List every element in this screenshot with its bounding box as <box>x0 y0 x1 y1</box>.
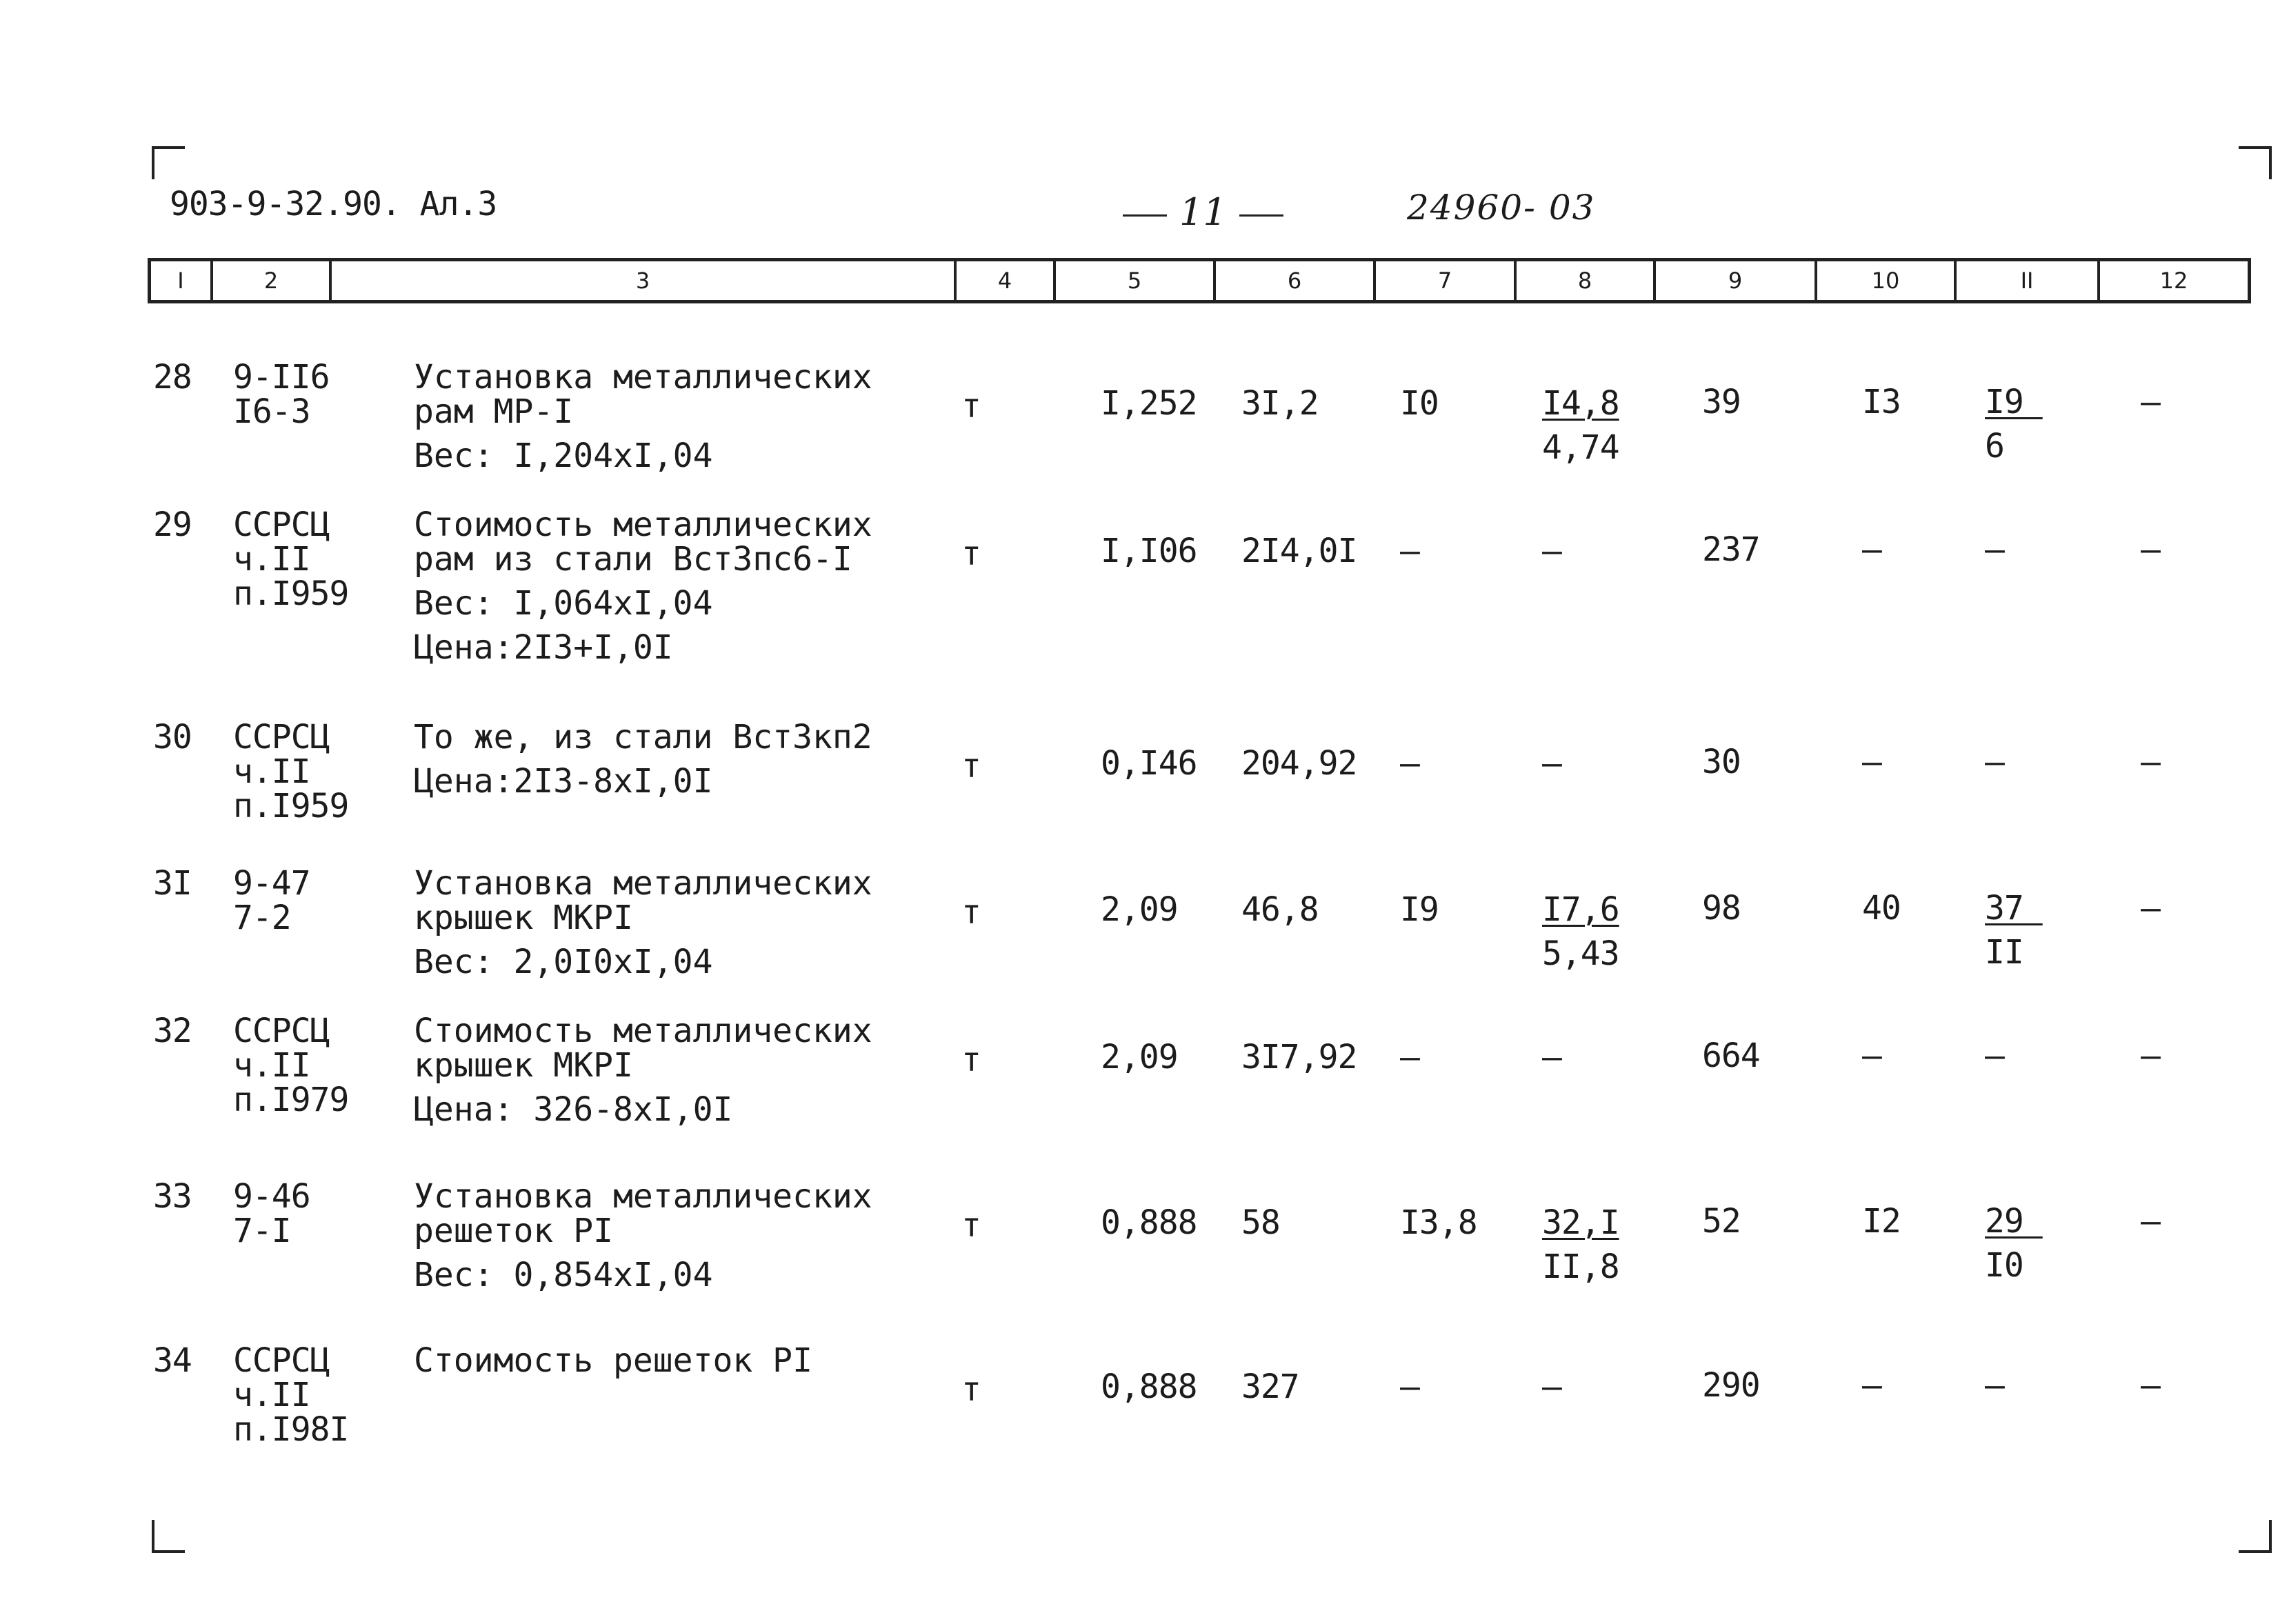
column-8-top: I4,8 <box>1542 384 1619 423</box>
unit-price <box>1241 1367 1299 1406</box>
column-8-value <box>1542 1205 1619 1284</box>
column-11-bottom: II <box>1985 933 2023 972</box>
unit-value: т <box>961 1370 981 1409</box>
column-8-value <box>1542 1040 1561 1074</box>
unit-price-value: 327 <box>1241 1367 1299 1406</box>
column-10-value <box>1862 745 1881 779</box>
column-7-text: I3,8 <box>1400 1203 1477 1242</box>
column-7-text: – <box>1400 744 1419 783</box>
page-number <box>1110 190 1296 234</box>
column-8-value <box>1542 386 1619 465</box>
norm-code-line: п.I959 <box>233 574 349 613</box>
row-number <box>153 505 192 544</box>
column-header-4: 4 <box>957 261 1056 300</box>
column-7-value <box>1400 1367 1419 1406</box>
norm-code-line: 9-46 <box>233 1177 310 1216</box>
column-11-top: – <box>1985 743 2004 781</box>
unit-value: т <box>961 534 981 573</box>
column-11-top: 37 <box>1985 889 2043 928</box>
column-11-value <box>1985 1368 2004 1403</box>
work-description-line: Стоимость решеток РI <box>414 1341 812 1380</box>
page-number-dash-left <box>1123 214 1167 217</box>
quantity-value: I,252 <box>1101 384 1197 423</box>
column-header-5: 5 <box>1056 261 1216 300</box>
column-12-value <box>2141 532 2160 567</box>
column-9-value <box>1702 1368 1760 1403</box>
column-8-top: – <box>1542 1367 1561 1406</box>
column-12-value <box>2141 889 2160 928</box>
column-12-value <box>2141 1036 2160 1075</box>
quantity <box>1101 534 1197 568</box>
work-description-line: Стоимость металлических <box>414 1012 872 1050</box>
work-description <box>414 720 872 799</box>
column-10-value <box>1862 532 1881 567</box>
column-9-value <box>1702 745 1741 779</box>
column-12-text: – <box>2141 530 2160 569</box>
column-10-text: I2 <box>1862 1202 1901 1241</box>
work-description-line: Установка металлических <box>414 358 872 397</box>
work-description-note: Вес: 0,854xI,04 <box>414 1256 713 1294</box>
column-7-text: I0 <box>1400 384 1439 423</box>
column-7-text: – <box>1400 1367 1419 1406</box>
column-10-text: – <box>1862 1366 1881 1405</box>
unit <box>961 895 981 930</box>
document-number: 24960- 03 <box>1407 188 1596 228</box>
row-number-value: 34 <box>153 1341 192 1380</box>
column-8-top: – <box>1542 532 1561 570</box>
column-11-value <box>1985 891 2043 970</box>
norm-code <box>233 1343 348 1447</box>
column-11-value <box>1985 1036 2004 1075</box>
column-11-top: – <box>1985 530 2004 569</box>
work-description-line: крышек МКРI <box>414 899 633 937</box>
row-number-value: 33 <box>153 1177 192 1216</box>
unit <box>961 534 981 573</box>
unit-price-value: 58 <box>1241 1203 1280 1242</box>
work-description-note: Цена: 326-8xI,0I <box>414 1090 733 1129</box>
column-9-text: 98 <box>1702 889 1741 928</box>
work-description <box>414 505 872 667</box>
column-9-text: 30 <box>1702 743 1741 781</box>
column-11-bottom: I0 <box>1985 1246 2023 1285</box>
column-9-text: 39 <box>1702 383 1741 421</box>
column-11-value <box>1985 532 2004 567</box>
norm-code-line: п.I979 <box>233 1081 349 1119</box>
column-9-text: 290 <box>1702 1366 1760 1405</box>
column-11-value <box>1985 385 2043 463</box>
column-header-12: 12 <box>2159 268 2188 294</box>
work-description-line: Установка металлических <box>414 864 872 903</box>
column-12-value <box>2141 745 2160 779</box>
unit-price-value: 3I7,92 <box>1241 1038 1357 1076</box>
column-8-value <box>1542 1367 1561 1406</box>
unit-price <box>1241 1040 1357 1074</box>
work-description-note: Цена:2I3+I,0I <box>414 628 673 667</box>
unit-price <box>1241 386 1319 421</box>
unit-value: т <box>961 747 981 785</box>
column-header-8: 8 <box>1517 261 1656 300</box>
column-9-value <box>1702 1204 1741 1239</box>
norm-code-line: 9-47 <box>233 864 310 903</box>
column-10-value <box>1862 1036 1881 1075</box>
column-12-value <box>2141 1204 2160 1239</box>
norm-code-line: ч.II <box>233 1376 310 1414</box>
norm-code-line: ССРСЦ <box>233 505 330 544</box>
norm-code-line: ССРСЦ <box>233 1341 330 1380</box>
column-12-text: – <box>2141 1202 2160 1241</box>
row-number-value: 29 <box>153 505 192 544</box>
column-11-top: I9 <box>1985 383 2043 421</box>
column-9-text: 52 <box>1702 1202 1741 1241</box>
row-number <box>153 866 192 901</box>
column-header-11: II <box>1957 261 2100 300</box>
unit <box>961 1372 981 1407</box>
norm-code-line: ССРСЦ <box>233 718 330 756</box>
column-11-bottom: 6 <box>1985 427 2004 465</box>
column-header-1: I <box>151 261 213 300</box>
quantity <box>1101 892 1178 927</box>
work-description-note: Вес: I,204xI,04 <box>414 437 713 475</box>
column-12-text: – <box>2141 383 2160 421</box>
crop-mark-bottom-right <box>2239 1520 2272 1553</box>
norm-code-line: ч.II <box>233 540 310 579</box>
column-10-text: – <box>1862 530 1881 569</box>
crop-mark-top-right <box>2239 146 2272 179</box>
unit-value: т <box>961 893 981 932</box>
column-header-6: 6 <box>1216 261 1376 300</box>
unit-price <box>1241 1205 1280 1240</box>
row-number <box>153 1343 192 1378</box>
column-header-9: 9 <box>1656 261 1817 300</box>
column-11-top: 29 <box>1985 1202 2043 1241</box>
work-description-line: Стоимость металлических <box>414 505 872 544</box>
column-10-value <box>1862 385 1901 419</box>
row-number-value: 3I <box>153 864 192 903</box>
crop-mark-top-left <box>152 146 185 179</box>
row-number-value: 32 <box>153 1012 192 1050</box>
quantity <box>1101 1205 1197 1240</box>
column-8-value <box>1542 892 1619 971</box>
work-description-note: Вес: I,064xI,04 <box>414 584 713 623</box>
column-7-text: – <box>1400 532 1419 570</box>
unit-price <box>1241 534 1357 568</box>
column-7-value <box>1400 892 1439 927</box>
column-9-text: 664 <box>1702 1036 1760 1075</box>
unit-price <box>1241 892 1319 927</box>
column-7-text: I9 <box>1400 890 1439 929</box>
quantity-value: 0,I46 <box>1101 744 1197 783</box>
norm-code <box>233 1014 348 1117</box>
column-8-top: – <box>1542 1038 1561 1076</box>
unit-value: т <box>961 387 981 425</box>
work-description-line: решеток РI <box>414 1212 613 1250</box>
norm-code-line: ч.II <box>233 1046 310 1085</box>
column-8-top: 32,I <box>1542 1203 1619 1242</box>
norm-code-line: 9-II6 <box>233 358 330 397</box>
quantity <box>1101 1040 1178 1074</box>
unit-price-value: 204,92 <box>1241 744 1357 783</box>
column-10-text: I3 <box>1862 383 1901 421</box>
unit-price-value: 46,8 <box>1241 890 1319 929</box>
column-7-value <box>1400 534 1419 568</box>
column-header-3: 3 <box>332 261 957 300</box>
column-8-top: – <box>1542 744 1561 783</box>
work-description-line: рам МР-I <box>414 392 574 431</box>
column-8-top: I7,6 <box>1542 890 1619 929</box>
column-8-value <box>1542 534 1561 568</box>
column-10-value <box>1862 1204 1901 1239</box>
quantity <box>1101 386 1197 421</box>
column-header-2: 2 <box>213 261 332 300</box>
quantity-value: 0,888 <box>1101 1203 1197 1242</box>
work-description-line: рам из стали ВстЗпс6-I <box>414 540 852 579</box>
row-number-value: 28 <box>153 358 192 397</box>
column-12-text: – <box>2141 1366 2160 1405</box>
unit-price <box>1241 746 1357 781</box>
column-12-text: – <box>2141 1036 2160 1075</box>
unit <box>961 389 981 423</box>
unit <box>961 749 981 783</box>
norm-code-line: ССРСЦ <box>233 1012 330 1050</box>
column-10-value <box>1862 889 1901 928</box>
column-9-value <box>1702 385 1741 419</box>
column-11-value <box>1985 745 2004 779</box>
column-8-bottom: 4,74 <box>1542 428 1619 467</box>
page-number-dash-right <box>1239 214 1283 217</box>
column-7-value <box>1400 746 1419 781</box>
column-header-7: 7 <box>1376 261 1517 300</box>
work-description-line: крышек МКРI <box>414 1046 633 1085</box>
document-code: 903-9-32.90. Ал.3 <box>170 185 497 223</box>
column-8-value <box>1542 746 1561 781</box>
column-11-top: – <box>1985 1366 2004 1405</box>
column-header-row <box>148 258 2251 303</box>
quantity <box>1101 1367 1197 1406</box>
unit-price-value: 3I,2 <box>1241 384 1319 423</box>
column-9-value <box>1702 1036 1760 1075</box>
norm-code-line: п.I959 <box>233 787 349 825</box>
work-description-line: Установка металлических <box>414 1177 872 1216</box>
norm-code-line: ч.II <box>233 752 310 791</box>
norm-code <box>233 360 330 429</box>
row-number <box>153 720 192 754</box>
column-10-text: – <box>1862 743 1881 781</box>
quantity <box>1101 746 1197 781</box>
column-9-value <box>1702 889 1741 928</box>
page-number-value: 11 <box>1179 190 1227 234</box>
work-description-note: Вес: 2,0I0xI,04 <box>414 943 713 981</box>
quantity-value: 2,09 <box>1101 1038 1178 1076</box>
row-number <box>153 1014 192 1048</box>
norm-code-line: п.I98I <box>233 1410 349 1449</box>
row-number-value: 30 <box>153 718 192 756</box>
column-12-value <box>2141 385 2160 419</box>
column-7-value <box>1400 386 1439 421</box>
quantity-value: 0,888 <box>1101 1367 1197 1406</box>
unit <box>961 1208 981 1243</box>
column-7-value <box>1400 1040 1419 1074</box>
unit <box>961 1043 981 1077</box>
column-8-bottom: 5,43 <box>1542 934 1619 973</box>
row-number <box>153 1179 192 1214</box>
column-7-value <box>1400 1205 1477 1240</box>
norm-code <box>233 1179 310 1248</box>
work-description <box>414 360 872 473</box>
norm-code <box>233 866 310 935</box>
column-9-value <box>1702 532 1760 567</box>
unit-value: т <box>961 1206 981 1245</box>
column-12-value <box>2141 1368 2160 1403</box>
column-9-text: 237 <box>1702 530 1760 569</box>
row-number <box>153 358 192 397</box>
norm-code-line: I6-3 <box>233 392 310 431</box>
norm-code <box>233 720 348 823</box>
unit-value: т <box>961 1041 981 1079</box>
column-header-10: 10 <box>1817 261 1957 300</box>
unit-price-value: 2I4,0I <box>1241 532 1357 570</box>
work-description <box>414 1343 812 1378</box>
column-10-value <box>1862 1368 1881 1403</box>
norm-code-line: 7-2 <box>233 899 291 937</box>
norm-code-line: 7-I <box>233 1212 291 1250</box>
work-description <box>414 1014 872 1127</box>
column-11-value <box>1985 1204 2043 1283</box>
work-description <box>414 866 872 979</box>
column-11-top: – <box>1985 1036 2004 1075</box>
column-12-text: – <box>2141 743 2160 781</box>
quantity-value: I,I06 <box>1101 532 1197 570</box>
column-10-text: 40 <box>1862 889 1901 928</box>
work-description-line: То же, из стали ВстЗкп2 <box>414 718 872 756</box>
column-10-text: – <box>1862 1036 1881 1075</box>
crop-mark-bottom-left <box>152 1520 185 1553</box>
work-description-note: Цена:2I3-8xI,0I <box>414 762 713 801</box>
quantity-value: 2,09 <box>1101 890 1178 929</box>
norm-code <box>233 505 349 613</box>
column-7-text: – <box>1400 1038 1419 1076</box>
column-8-bottom: II,8 <box>1542 1247 1619 1286</box>
column-12-text: – <box>2141 889 2160 928</box>
work-description <box>414 1179 872 1292</box>
